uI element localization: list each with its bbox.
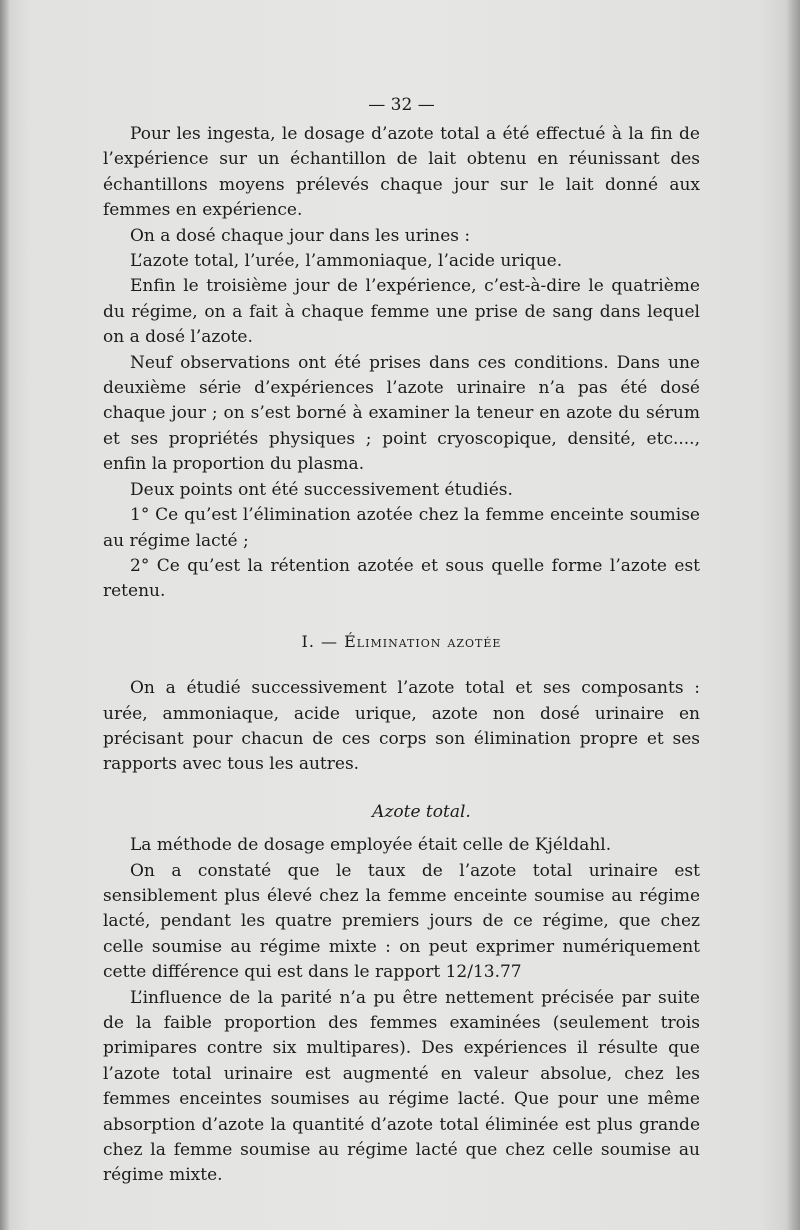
subheading-azote-total: Azote total. bbox=[372, 801, 471, 822]
paragraph-deux-points: Deux points ont été successivement étudiés. bbox=[130, 479, 513, 500]
paragraph-urines: On a dosé chaque jour dans les urines : bbox=[130, 225, 471, 246]
section-heading-text: I. — Élimination azotée bbox=[301, 631, 502, 651]
paragraph-point-1: 1° Ce qu’est l’élimination azotée chez la femme enceinte soumise au régime lacté ; bbox=[103, 505, 700, 551]
paragraph-neuf-observations: Neuf observations ont été prises dans ces conditions. Dans une deuxième série d’expériences l’azote urinaire n’a pas été dosé chaque jour ; on s’est borné à examiner la teneur en azote du sérum et ses propriétés physiques ; point cryoscopique, densité, etc...., enfin la proportion du plasma. bbox=[103, 352, 700, 475]
paragraph-troisieme-jour: Enfin le troisième jour de l’expérience, c’est-à-dire le quatrième du régime, on a fait à chaque femme une prise de sang dans lequel on a dosé l’azote. bbox=[103, 276, 700, 348]
paragraph-ingesta: Pour les ingesta, le dosage d’azote total a été effectué à la fin de l’expérience sur un échantillon de lait obtenu en réunissant des échantillons moyens prélevés chaque jour sur le lait donné aux femmes en expérience. bbox=[103, 124, 700, 221]
paragraph-azote-list: L’azote total, l’urée, l’ammoniaque, l’acide urique. bbox=[130, 251, 563, 272]
section-heading bbox=[103, 629, 700, 654]
page-text bbox=[103, 88, 700, 1189]
paragraph-parite: L’influence de la parité n’a pu être nettement précisée par suite de la faible proportion des femmes examinées (seulement trois primipares contre six multipares). Des expériences il résulte que l’azote total urinaire est augmenté en valeur absolue, chez les femmes enceintes soumises au régime lacté. Que pour une même absorption d’azote la quantité d’azote total éliminée est plus grande chez la femme soumise au régime lacté que chez celle soumise au régime mixte. bbox=[103, 987, 700, 1186]
paragraph-methode: La méthode de dosage employée était celle de Kjéldahl. bbox=[130, 835, 612, 856]
paragraph-point-2: 2° Ce qu’est la rétention azotée et sous quelle forme l’azote est retenu. bbox=[103, 555, 700, 602]
paragraph-constat: On a constaté que le taux de l’azote total urinaire est sensiblement plus élevé chez la femme enceinte soumise au régime lacté, pendant les quatre premiers jours de ce régime, que chez celle soumise au régime mixte : on peut exprimer numériquement cette différence qui est dans le rapport 12/13.77 bbox=[103, 860, 700, 983]
paragraph-section-intro: On a étudié successivement l’azote total et ses composants : urée, ammoniaque, acide urique, azote non dosé urinaire en précisant pour chacun de ces corps son élimination propre et ses rapports avec tous les autres. bbox=[103, 678, 700, 775]
page-number: — 32 — bbox=[368, 95, 435, 115]
